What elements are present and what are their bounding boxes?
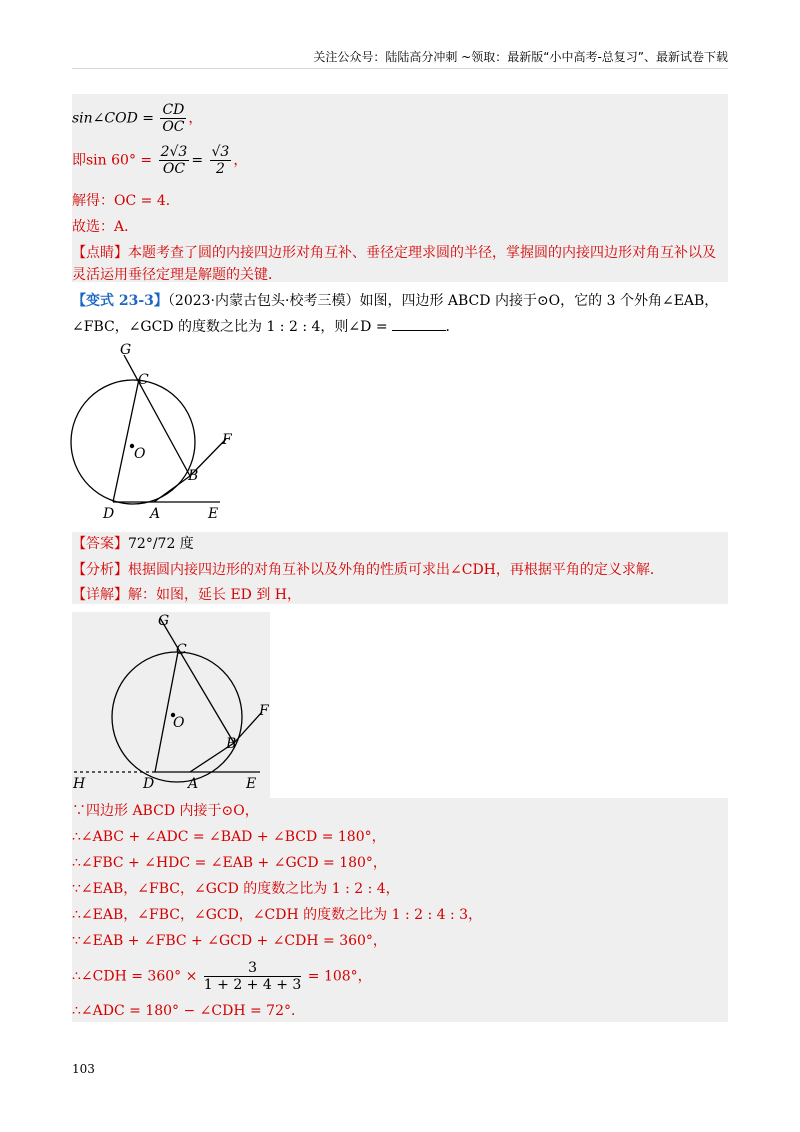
problem-line-1: 【变式 23-3】（2023·内蒙古包头·校考三模）如图，四边形 ABCD 内接于⊙O，它的 3 个外角∠EAB，: [72, 293, 719, 309]
comment-line-1: 【点睛】本题考查了圆的内接四边形对角互补、垂径定理求圆的半径，掌握圆的内接四边形对角互补以及: [72, 245, 716, 261]
label-g: G: [158, 613, 170, 629]
step-7: ∴∠CDH = 360° × $\frac{3}{1 + 2 + 4 + 3}$ = 108°，: [72, 960, 372, 993]
page-number: 103: [72, 1062, 95, 1076]
step-5: ∴∠EAB，∠FBC，∠GCD，∠CDH 的度数之比为 1 : 2 : 4 : 3，: [72, 907, 483, 923]
label-e: E: [246, 776, 257, 792]
label-o: O: [134, 446, 146, 462]
solve-result: 解得：OC = 4．: [72, 193, 180, 209]
label-h: H: [73, 776, 86, 792]
label-o: O: [173, 715, 185, 731]
header-divider: [72, 68, 728, 69]
step-8: ∴∠ADC = 180° − ∠CDH = 72°．: [72, 1003, 305, 1019]
step-2: ∴∠ABC + ∠ADC = ∠BAD + ∠BCD = 180°，: [72, 829, 386, 845]
label-b: B: [188, 468, 199, 484]
fraction-3-over-sum: $\frac{3}{1 + 2 + 4 + 3}$: [203, 960, 302, 993]
detail-line: 【详解】解：如图，延长 ED 到 H，: [72, 587, 302, 603]
step-1: ∵四边形 ABCD 内接于⊙O，: [72, 803, 259, 819]
label-e: E: [208, 506, 219, 522]
answer-blank: [392, 330, 446, 331]
label-a: A: [150, 506, 161, 522]
label-g: G: [120, 342, 132, 358]
choose-answer: 故选：A．: [72, 219, 139, 235]
fraction-cd-oc: $\frac{CD}{OC}$: [162, 102, 185, 135]
step-3: ∴∠FBC + ∠HDC = ∠EAB + ∠GCD = 180°，: [72, 855, 387, 871]
figure-2-circle-diagram: [72, 610, 272, 798]
label-d: D: [143, 776, 155, 792]
label-f: F: [222, 432, 232, 448]
label-d: D: [103, 506, 115, 522]
step-4: ∵∠EAB，∠FBC，∠GCD 的度数之比为 1 : 2 : 4，: [72, 881, 400, 897]
figure-1-circle-diagram: [66, 342, 246, 524]
problem-line-2: ∠FBC，∠GCD 的度数之比为 1 : 2 : 4，则∠D = ．: [72, 319, 460, 335]
label-f: F: [259, 703, 269, 719]
answer-block: [72, 532, 728, 604]
fraction-2root3-oc: $\frac{2√3}{OC}$: [160, 144, 188, 177]
problem-tag: 【变式 23-3】: [72, 293, 168, 309]
page-header: 关注公众号：陆陆高分冲刺 ~领取：最新版“小中高考-总复习”、最新试卷下载: [313, 50, 728, 64]
fraction-root3-2: $\frac{√3}{2}$: [211, 144, 230, 177]
proof-steps: [72, 798, 728, 1022]
sin-equation: sin∠COD = $\frac{CD}{OC}$ ，: [72, 102, 203, 135]
step-6: ∵∠EAB + ∠FBC + ∠GCD + ∠CDH = 360°，: [72, 933, 387, 949]
answer-line: 【答案】72°/72 度: [72, 536, 194, 552]
solution-block: [72, 94, 728, 282]
analysis-line: 【分析】根据圆内接四边形的对角互补以及外角的性质可求出∠CDH，再根据平角的定义求解．: [72, 562, 664, 578]
label-c: C: [138, 372, 149, 388]
sin60-equation: 即sin 60° = $\frac{2√3}{OC}$ = $\frac{√3}{2}$ ，: [72, 144, 248, 177]
label-a: A: [188, 776, 199, 792]
label-c: C: [176, 642, 187, 658]
comment-line-2: 灵活运用垂径定理是解题的关键．: [72, 267, 282, 283]
label-b: B: [226, 736, 237, 752]
